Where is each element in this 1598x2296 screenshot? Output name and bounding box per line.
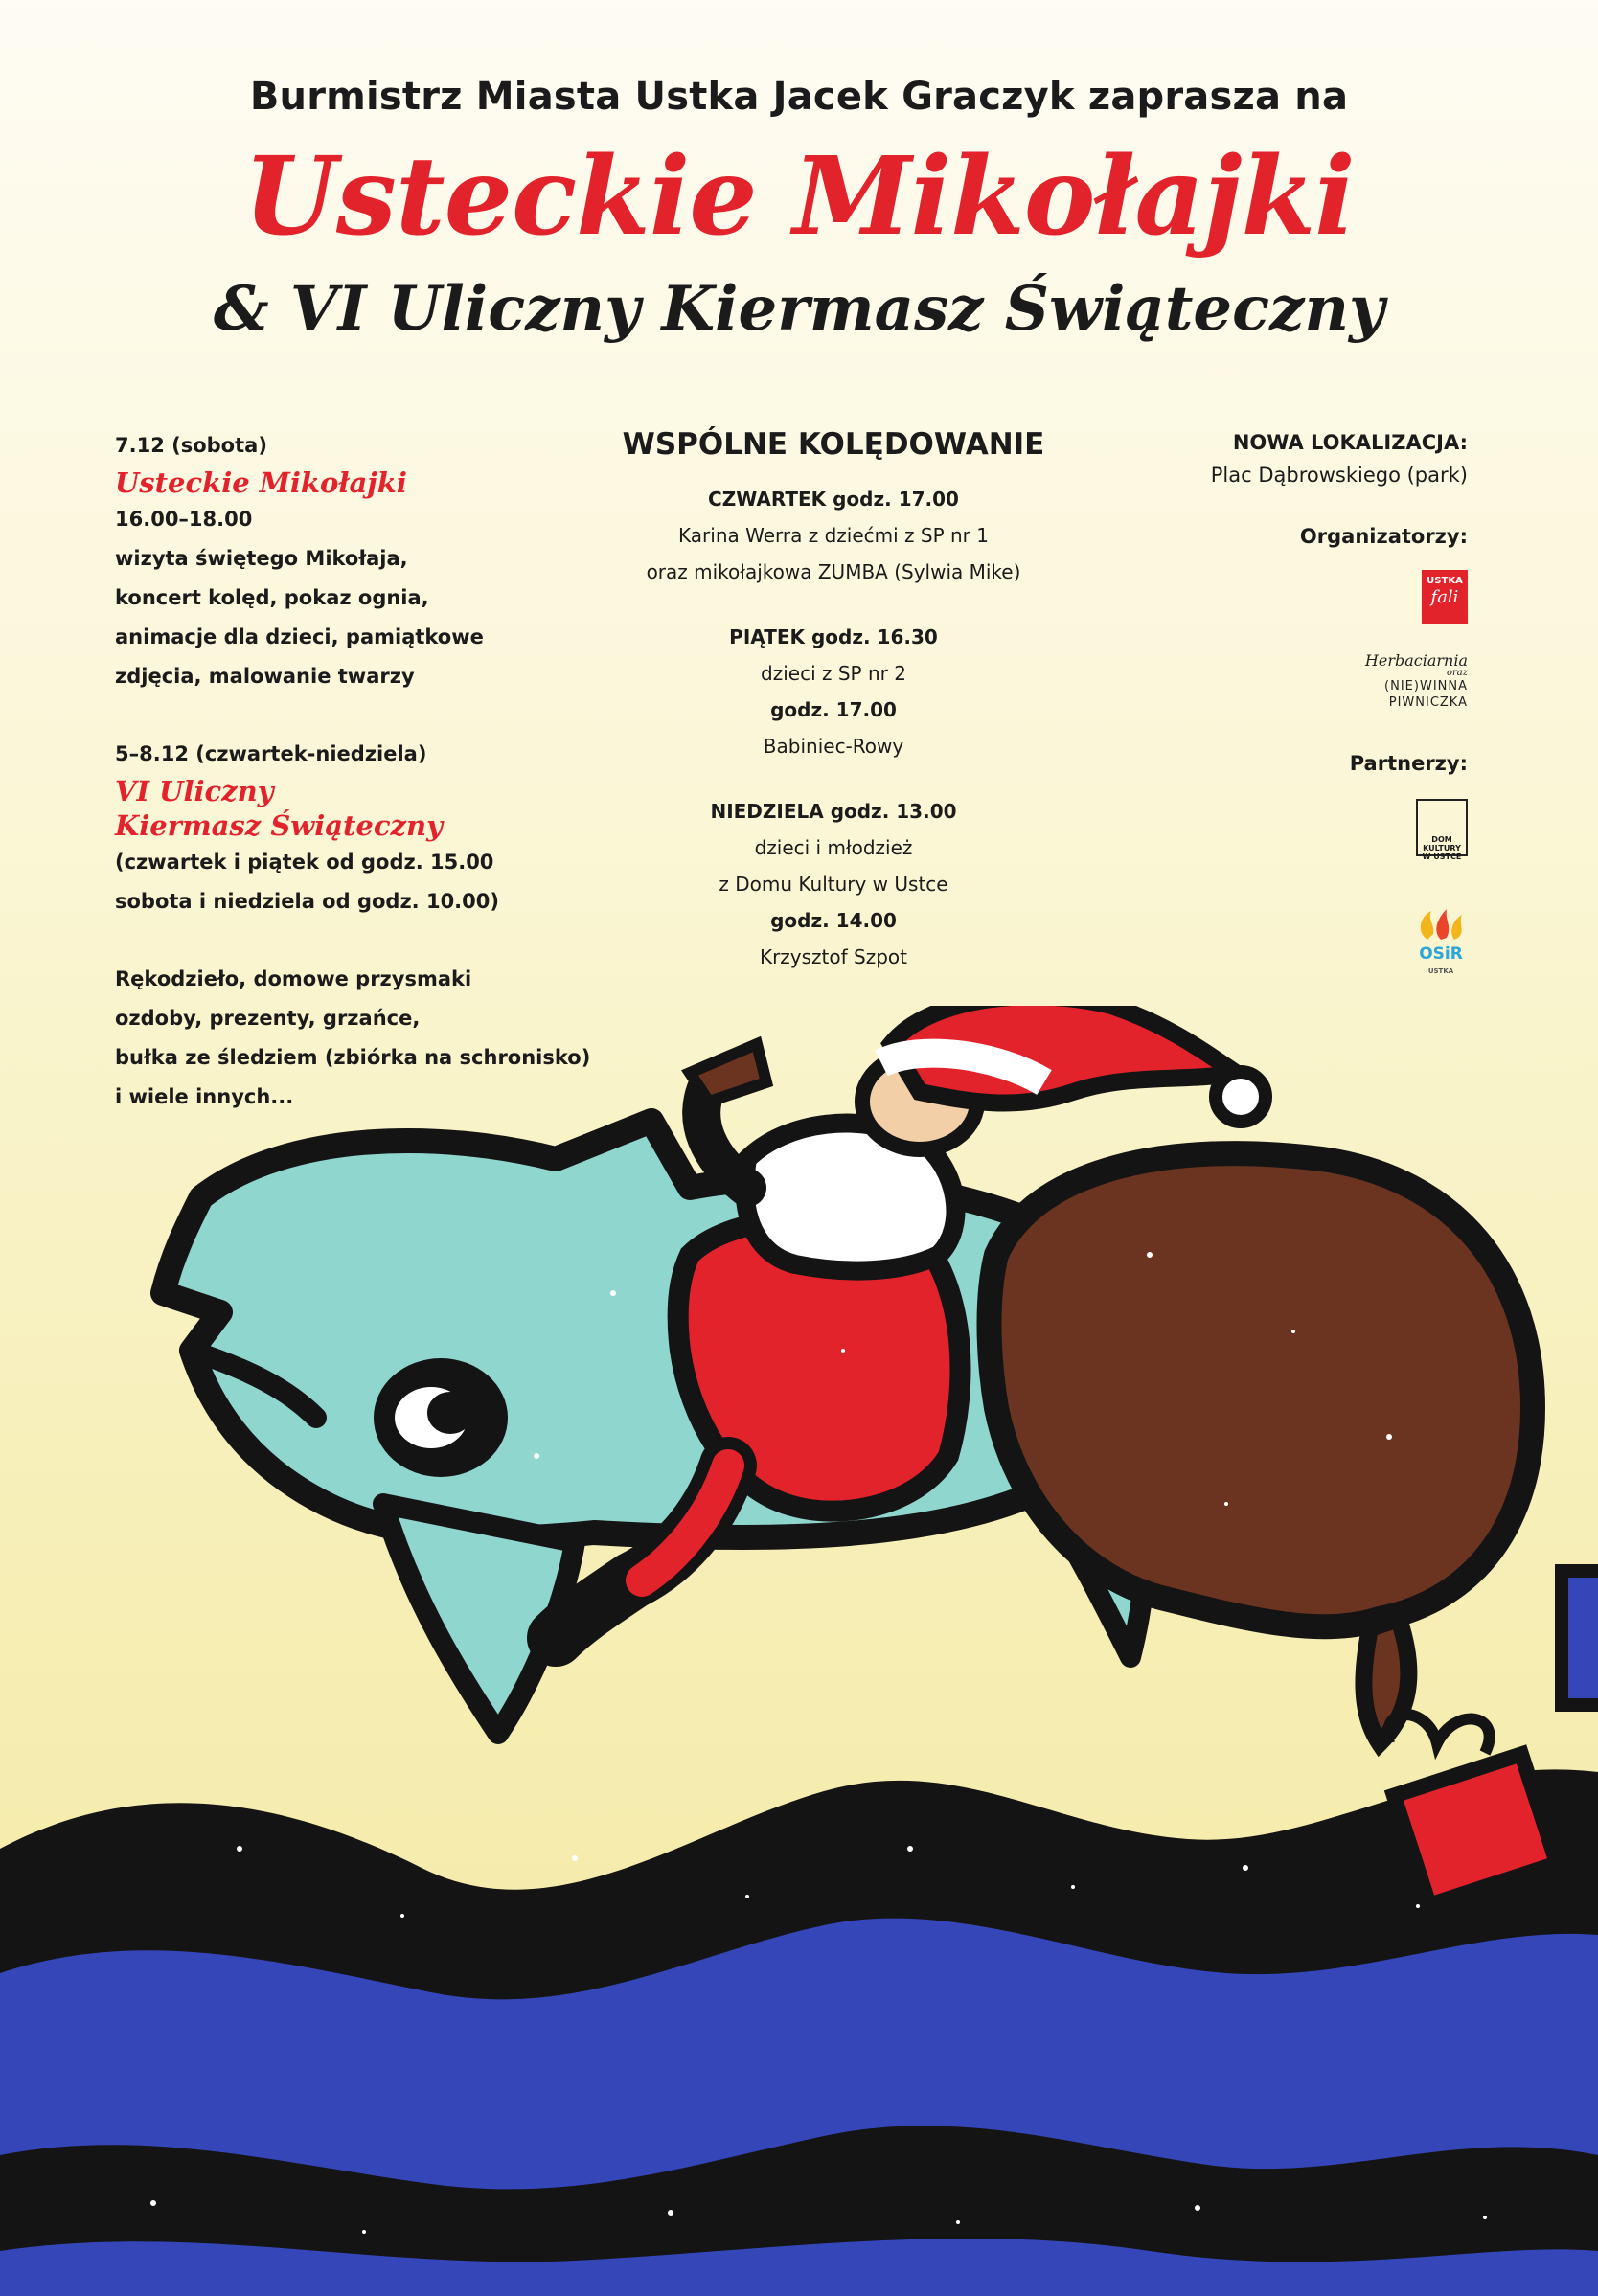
thursday-line-2: oraz mikołajkowa ZUMBA (Sylwia Mike) <box>646 560 1021 583</box>
sunday-line-3: Krzysztof Szpot <box>759 945 908 968</box>
event1-desc-2: koncert kolęd, pokaz ognia, <box>115 586 429 609</box>
new-location: Plac Dąbrowskiego (park) <box>1210 464 1468 487</box>
event1-desc-1: wizyta świętego Mikołaja, <box>115 547 408 570</box>
herb-logo-line3: (NIE)WINNA <box>1384 679 1468 693</box>
santa-fish-illustration <box>0 1006 1598 2296</box>
herb-logo-line4: PIWNICZKA <box>1388 695 1468 710</box>
event2-date: 5–8.12 (czwartek-niedziela) <box>115 742 427 765</box>
event2-desc-4: i wiele innych... <box>115 1085 294 1108</box>
event2-desc-2: ozdoby, prezenty, grzańce, <box>115 1007 421 1030</box>
santa-hat-pompom <box>1216 1072 1266 1122</box>
osir-logo <box>1414 907 1468 980</box>
event1-desc-4: zdjęcia, malowanie twarzy <box>115 665 415 688</box>
ustka-fali-logo <box>1422 570 1468 624</box>
sunday-time: NIEDZIELA godz. 13.00 <box>710 800 957 823</box>
herb-logo-line1: Herbaciarnia <box>1364 651 1468 670</box>
main-title: Usteckie Mikołajki <box>243 134 1355 260</box>
dom-kultury-logo <box>1416 799 1468 861</box>
event2-desc-1: Rękodzieło, domowe przysmaki <box>115 967 472 990</box>
carol-heading: WSPÓLNE KOLĘDOWANIE <box>622 427 1045 462</box>
sunday-line-1: dzieci i młodzież <box>754 836 913 859</box>
osir-logo-sub: USTKA <box>1427 967 1454 975</box>
ustka-logo-top: USTKA <box>1427 576 1463 586</box>
dk-logo-line2: KULTURY W USTCE <box>1422 844 1462 861</box>
friday-time: PIĄTEK godz. 16.30 <box>729 625 938 648</box>
event2-hours-2: sobota i niedziela od godz. 10.00) <box>115 890 499 913</box>
event1-desc-3: animacje dla dzieci, pamiątkowe <box>115 625 484 648</box>
event1-time: 16.00–18.00 <box>115 508 253 531</box>
event2-desc-3: bułka ze śledziem (zbiórka na schronisko) <box>115 1046 591 1069</box>
event2-title-2: Kiermasz Świąteczny <box>115 809 443 842</box>
ustka-logo-word: fali <box>1430 587 1459 607</box>
organizers-label: Organizatorzy: <box>1299 525 1468 548</box>
right-column <box>1083 426 1468 983</box>
osir-logo-text: OSiR <box>1419 944 1463 964</box>
event2-hours-1: (czwartek i piątek od godz. 15.00 <box>115 851 494 874</box>
herbaciarnia-logo <box>1083 652 1468 711</box>
invitation-line: Burmistrz Miasta Ustka Jacek Graczyk zaprasza na <box>249 75 1349 119</box>
thursday-line-1: Karina Werra z dziećmi z SP nr 1 <box>678 524 989 547</box>
sunday-time-2: godz. 14.00 <box>770 909 897 932</box>
osir-flame-icon <box>1414 907 1468 942</box>
friday-time-2: godz. 17.00 <box>770 698 897 721</box>
event1-title: Usteckie Mikołajki <box>115 466 407 499</box>
event2-title-1: VI Uliczny <box>115 775 274 807</box>
carol-schedule <box>575 421 1092 975</box>
sunday-line-2: z Domu Kultury w Ustce <box>719 873 948 896</box>
friday-line-1: dzieci z SP nr 2 <box>761 662 906 685</box>
subtitle: & VI Uliczny Kiermasz Świąteczny <box>213 273 1385 345</box>
new-location-label: NOWA LOKALIZACJA: <box>1232 431 1468 454</box>
gift-icon <box>1388 1715 1557 1905</box>
event1-date: 7.12 (sobota) <box>115 434 267 457</box>
partners-label: Partnerzy: <box>1349 752 1468 775</box>
dk-logo-line1: DOM <box>1431 835 1452 844</box>
herb-logo-line2: oraz <box>1446 668 1468 678</box>
friday-line-2: Babiniec-Rowy <box>763 735 904 758</box>
santa-sack <box>990 1153 1534 1626</box>
thursday-time: CZWARTEK godz. 17.00 <box>708 488 959 511</box>
